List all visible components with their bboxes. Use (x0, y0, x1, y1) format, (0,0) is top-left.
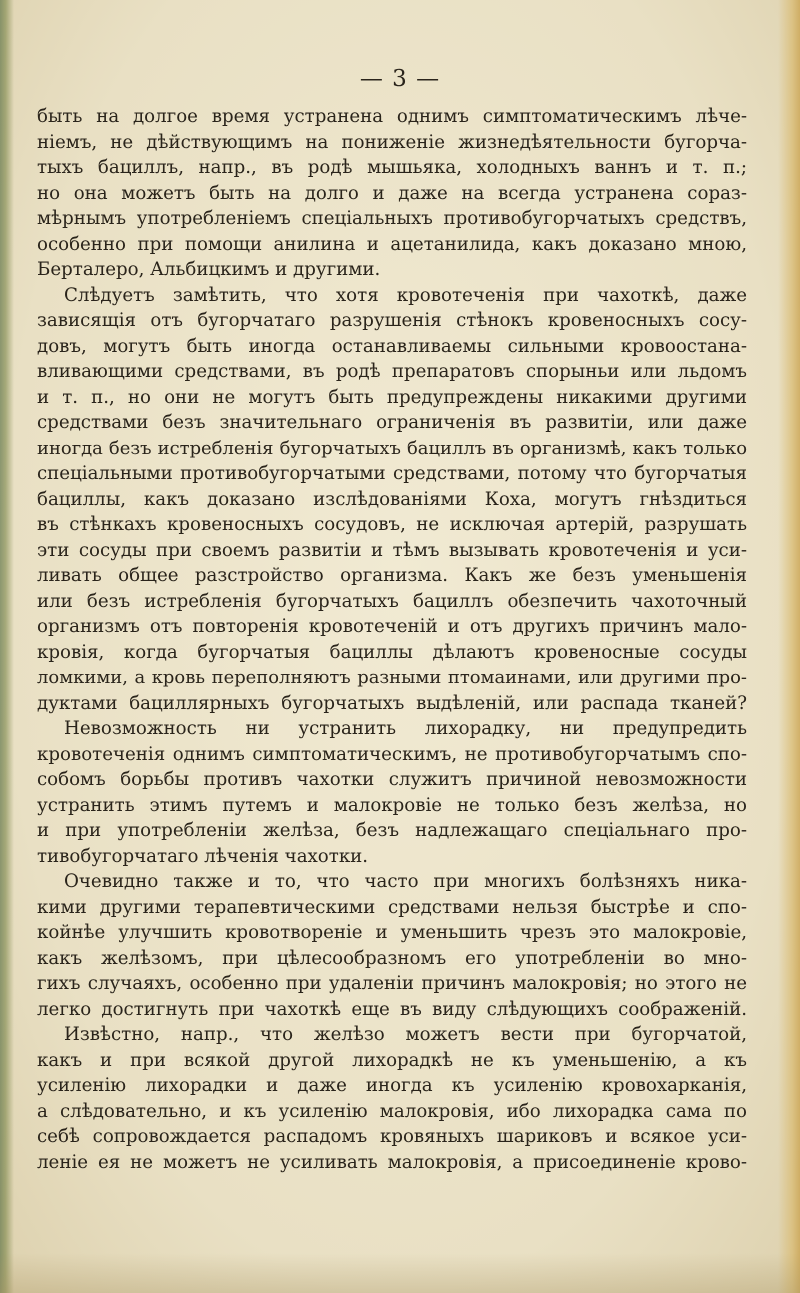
text-line: какъ желѣзомъ, при цѣлесообразномъ его употребленіи во мно- (37, 947, 747, 969)
paragraph-start-line: Слѣдуетъ замѣтить, что хотя кровотеченія при чахоткѣ, даже (64, 284, 747, 306)
text-line: собомъ борьбы противъ чахотки служитъ причиной невозможности (37, 769, 747, 790)
paragraph-end-line: Берталеро, Альбицкимъ и другими. (37, 259, 381, 280)
text-line: но она можетъ быть на долго и даже на всегда устранена сораз- (37, 182, 747, 204)
text-line: усиленію лихорадки и даже иногда къ усиленію кровохарканія, (37, 1075, 747, 1096)
paragraph-start-line: Извѣстно, напр., что желѣзо можетъ вести при бугорчатой, (64, 1024, 747, 1045)
text-line: легко достигнуть при чахоткѣ еще въ виду слѣдующихъ соображеній. (37, 998, 747, 1020)
text-line: иногда безъ истребленія бугорчатыхъ бациллъ въ организмѣ, какъ только (37, 437, 747, 459)
text-line: ніемъ, не дѣйствующимъ на пониженіе жизнедѣятельности бугорча- (37, 131, 747, 153)
text-line: кими другими терапевтическими средствами нельзя быстрѣе и спо- (37, 896, 747, 918)
text-line: кровія, когда бугорчатыя бациллы дѣлаютъ кровеносные сосуды (37, 641, 747, 663)
text-line: довъ, могутъ быть иногда останавливаемы сильными кровоостана- (37, 335, 747, 357)
text-line: тыхъ бациллъ, напр., въ родѣ мышьяка, холодныхъ ваннъ и т. п.; (37, 157, 747, 178)
text-line: эти сосуды при своемъ развитіи и тѣмъ вызывать кровотеченія и уси- (37, 539, 747, 561)
text-line: быть на долгое время устранена однимъ симптоматическимъ лѣче- (37, 106, 747, 127)
bottom-page-shadow (0, 1253, 800, 1293)
text-line: гихъ случаяхъ, особенно при удаленіи причинъ малокровія; но этого не (37, 973, 747, 994)
text-line: спеціальными противобугорчатыми средствами, потому что бугорчатыя (37, 463, 747, 484)
text-line: кровотеченія однимъ симптоматическимъ, не противобугорчатымъ спо- (37, 743, 747, 765)
text-line: вливающими средствами, въ родѣ препаратовъ спорыньи или льдомъ (37, 361, 747, 382)
text-line: устранить этимъ путемъ и малокровіе не только безъ желѣза, но (37, 794, 747, 816)
text-line: зависящія отъ бугорчатаго разрушенія стѣнокъ кровеносныхъ сосу- (37, 310, 747, 331)
text-line: ливать общее разстройство организма. Какъ же безъ уменьшенія (37, 565, 747, 586)
text-line: и т. п., но они не могутъ быть предупреждены никакими другими (37, 386, 747, 408)
text-line: мѣрнымъ употребленіемъ спеціальныхъ противобугорчатыхъ средствъ, (37, 208, 747, 229)
body-text (37, 104, 747, 1175)
text-line: организмъ отъ повторенія кровотеченій и отъ другихъ причинъ мало- (37, 616, 747, 637)
text-line: въ стѣнкахъ кровеносныхъ сосудовъ, не исключая артерій, разрушать (37, 514, 747, 535)
text-line: особенно при помощи анилина и ацетанилида, какъ доказано мною, (37, 233, 747, 255)
text-line: и при употребленіи желѣза, безъ надлежащаго спеціальнаго про- (37, 820, 747, 841)
text-line: средствами безъ значительнаго ограниченія въ развитіи, или даже (37, 412, 747, 433)
text-line: дуктами бациллярныхъ бугорчатыхъ выдѣленій, или распада тканей? (37, 692, 747, 714)
paragraph-start-line: Очевидно также и то, что часто при многихъ болѣзняхъ ника- (64, 871, 747, 892)
text-line: койнѣе улучшить кровотвореніе и уменьшить чрезъ это малокровіе, (37, 922, 747, 943)
text-line: или безъ истребленія бугорчатыхъ бациллъ обезпечить чахоточный (37, 590, 747, 612)
text-line: а слѣдовательно, и къ усиленію малокровія, ибо лихорадка сама по (37, 1100, 747, 1122)
text-line: себѣ сопровождается распадомъ кровяныхъ шариковъ и всякое уси- (37, 1126, 747, 1147)
paragraph-start-line: Невозможность ни устранить лихорадку, ни предупредить (64, 718, 747, 739)
text-line: леніе ея не можетъ не усиливать малокровія, а присоединеніе крово- (37, 1151, 747, 1173)
right-page-edge (778, 0, 800, 1293)
paragraph-end-line: тивобугорчатаго лѣченія чахотки. (37, 845, 369, 867)
text-line: какъ и при всякой другой лихорадкѣ не къ уменьшенію, а къ (37, 1049, 747, 1071)
left-page-edge (0, 0, 14, 1293)
page-number: — 3 — (359, 66, 441, 92)
text-line: бациллы, какъ доказано изслѣдованіями Коха, могутъ гнѣздиться (37, 488, 747, 510)
text-line: ломкими, а кровь переполняютъ разными птомаинами, или другими про- (37, 667, 747, 688)
